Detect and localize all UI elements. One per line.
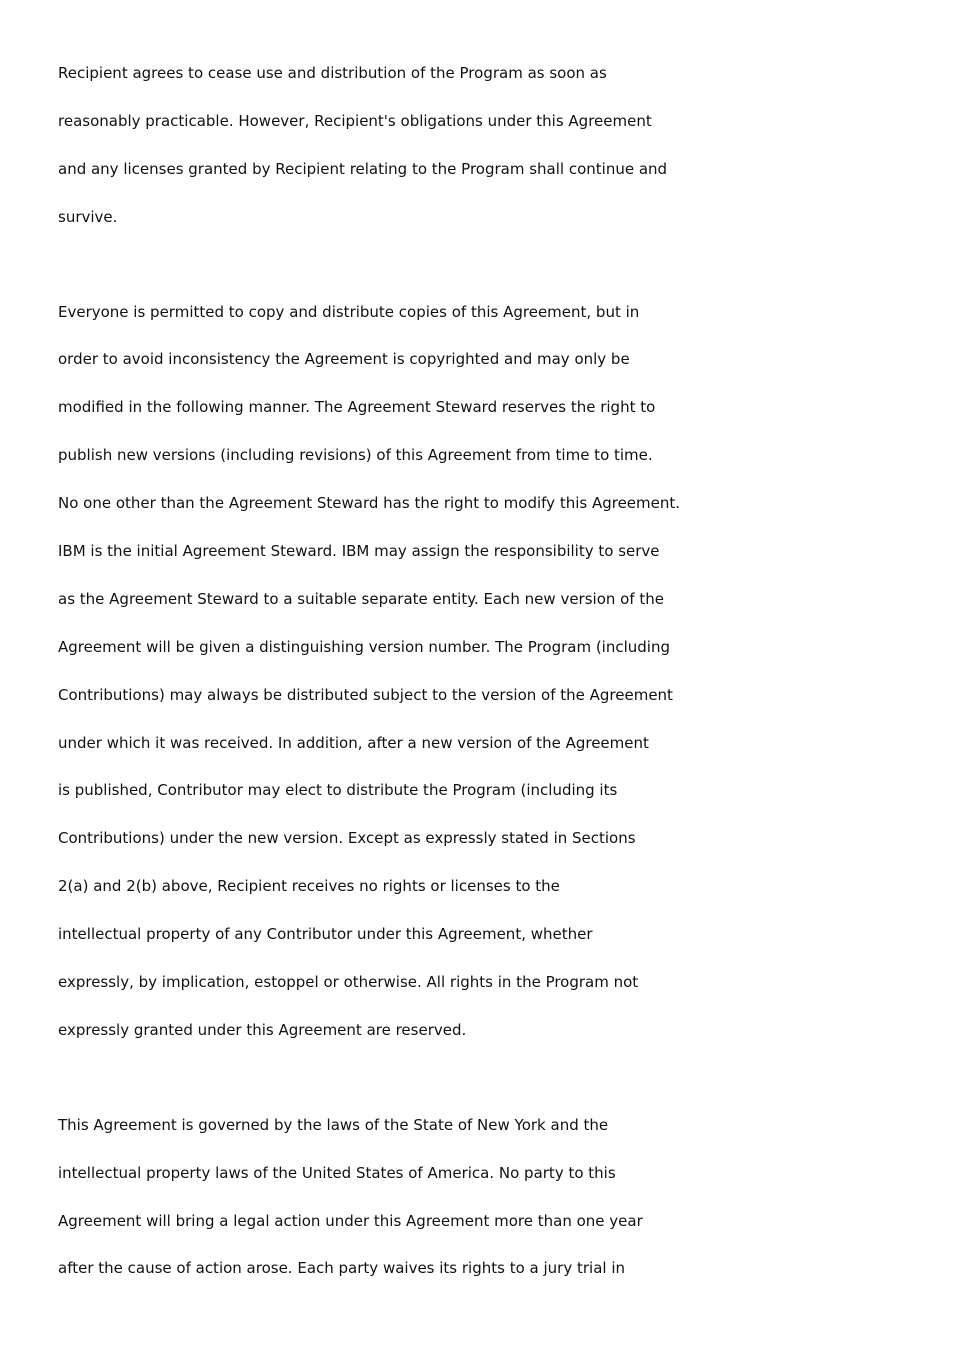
- text-line: survive.: [58, 207, 118, 226]
- text-line: expressly, by implication, estoppel or otherwise. All rights in the Program not: [58, 973, 639, 992]
- text-line: Contributions) under the new version. Except as expressly stated in Sections: [58, 829, 636, 848]
- text-line: This Agreement is governed by the laws of the State of New York and the: [58, 1115, 609, 1134]
- text-line: as the Agreement Steward to a suitable separate entity. Each new version of the: [58, 589, 664, 608]
- text-line: after the cause of action arose. Each party waives its rights to a jury trial in: [58, 1259, 626, 1278]
- paragraph-termination: [58, 57, 918, 249]
- text-line: reasonably practicable. However, Recipient's obligations under this Agreement: [58, 111, 652, 130]
- text-line: Agreement will bring a legal action under this Agreement more than one year: [58, 1211, 643, 1230]
- text-line: Everyone is permitted to copy and distribute copies of this Agreement, but in: [58, 302, 640, 321]
- text-line: Recipient agrees to cease use and distribution of the Program as soon as: [58, 64, 607, 82]
- text-line: Agreement will be given a distinguishing version number. The Program (including: [58, 637, 670, 656]
- text-line: Contributions) may always be distributed subject to the version of the Agreement: [58, 685, 673, 704]
- text-line: No one other than the Agreement Steward has the right to modify this Agreement.: [58, 494, 681, 513]
- paragraph-governing-law: [58, 1109, 918, 1301]
- text-line: publish new versions (including revisions) of this Agreement from time to time.: [58, 446, 653, 465]
- text-line: under which it was received. In addition, after a new version of the Agreement: [58, 733, 649, 752]
- text-line: modified in the following manner. The Agreement Steward reserves the right to: [58, 398, 656, 417]
- text-line: 2(a) and 2(b) above, Recipient receives no rights or licenses to the: [58, 877, 560, 896]
- text-line: intellectual property of any Contributor under this Agreement, whether: [58, 925, 593, 944]
- text-line: expressly granted under this Agreement are reserved.: [58, 1020, 467, 1039]
- document-page: [58, 57, 918, 1347]
- text-line: IBM is the initial Agreement Steward. IBM may assign the responsibility to serve: [58, 542, 660, 561]
- text-line: and any licenses granted by Recipient relating to the Program shall continue and: [58, 159, 668, 178]
- text-line: is published, Contributor may elect to distribute the Program (including its: [58, 781, 618, 800]
- paragraph-agreement-steward: [58, 296, 918, 1062]
- text-line: intellectual property laws of the United States of America. No party to this: [58, 1163, 616, 1182]
- text-line: order to avoid inconsistency the Agreement is copyrighted and may only be: [58, 350, 630, 369]
